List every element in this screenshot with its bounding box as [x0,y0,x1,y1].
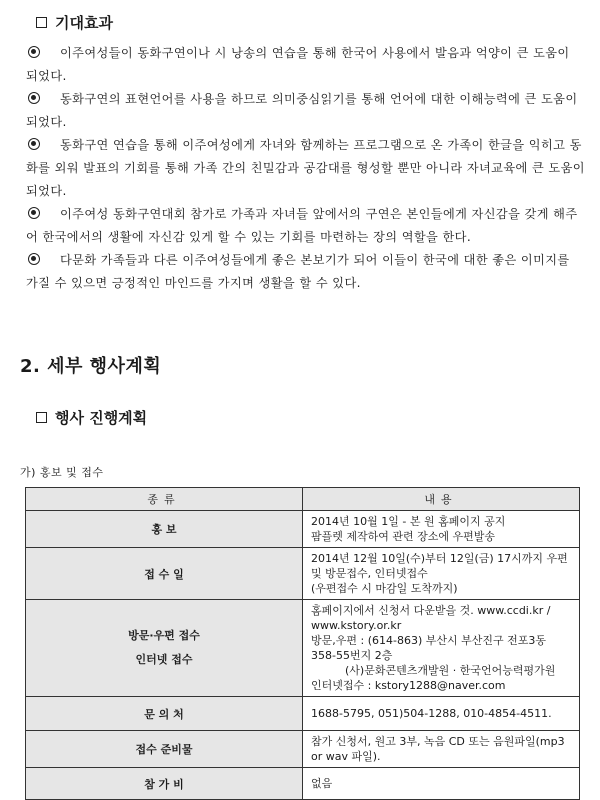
row-key: 접 수 일 [26,548,303,600]
table-row [26,697,580,731]
effects-bullet-list [26,42,586,295]
bullseye-bullet-icon [28,92,40,104]
plan-heading-text: 행사 진행계획 [55,409,148,427]
row-value: 홈페이지에서 신청서 다운받을 것. www.ccdi.kr / www.kstory.or.kr 방문,우편 : (614-863) 부산시 부산진구 전포3동 358-55번지 2층 (사)문화콘텐츠개발원 · 한국언어능력평가원 인터넷접수 : kstory1288@naver.com [303,600,580,697]
row-key: 홍 보 [26,511,303,548]
table-row [26,511,580,548]
plan-table [25,487,580,800]
bullseye-bullet-icon [28,207,40,219]
bullet-item: 동화구연의 표현언어를 사용을 하므로 의미중심읽기를 통해 언어에 대한 이해능력에 큰 도움이 되었다. [26,92,578,129]
column-header-content: 내용 [303,488,580,511]
row-value: 2014년 12월 10일(수)부터 12일(금) 17시까지 우편 및 방문접수, 인터넷접수 (우편접수 시 마감일 도착까지) [303,548,580,600]
row-key: 문 의 처 [26,697,303,731]
row-key: 방문·우편 접수 인터넷 접수 [26,600,303,697]
bullet-item: 다문화 가족들과 다른 이주여성들에게 좋은 본보기가 되어 이들이 한국에 대한 좋은 이미지를 가질 수 있으면 긍정적인 마인드를 가지며 생활을 할 수 있다. [26,253,570,290]
section-2-heading: 2. 세부 행사계획 [20,356,162,377]
table-row [26,600,580,697]
bullet-item: 이주여성들이 동화구연이나 시 낭송의 연습을 통해 한국어 사용에서 발음과 억양이 큰 도움이 되었다. [26,46,570,83]
table-row [26,548,580,600]
bullseye-bullet-icon [28,46,40,58]
plan-heading [36,407,147,428]
row-value: 2014년 10월 1일 - 본 원 홈페이지 공지 팜플렛 제작하여 관련 장소에 우편발송 [303,511,580,548]
checkbox-square-icon [36,17,47,28]
bullet-item: 동화구연 연습을 통해 이주여성에게 자녀와 함께하는 프로그램으로 온 가족이 한글을 익히고 동화를 외워 발표의 기회를 통해 가족 간의 친밀감과 공감대를 형성할 뿐만 아니라 자녀교육에 큰 도움이 되었다. [26,138,585,198]
row-value: 참가 신청서, 원고 3부, 녹음 CD 또는 음원파일(mp3 or wav 파일). [303,731,580,768]
plan-subheading: 가) 홍보 및 접수 [20,466,104,479]
effects-heading [36,12,113,33]
row-key: 접수 준비물 [26,731,303,768]
table-row [26,731,580,768]
checkbox-square-icon [36,412,47,423]
bullseye-bullet-icon [28,253,40,265]
column-header-type: 종류 [26,488,303,511]
bullseye-bullet-icon [28,138,40,150]
effects-heading-text: 기대효과 [55,14,113,32]
row-key: 참 가 비 [26,768,303,800]
row-value: 없음 [303,768,580,800]
bullet-item: 이주여성 동화구연대회 참가로 가족과 자녀들 앞에서의 구연은 본인들에게 자신감을 갖게 해주어 한국에서의 생활에 자신감 있게 할 수 있는 기회를 마련하는 장의 역할을 한다. [26,207,578,244]
table-header-row [26,488,580,511]
row-value: 1688-5795, 051)504-1288, 010-4854-4511. [303,697,580,731]
table-row [26,768,580,800]
